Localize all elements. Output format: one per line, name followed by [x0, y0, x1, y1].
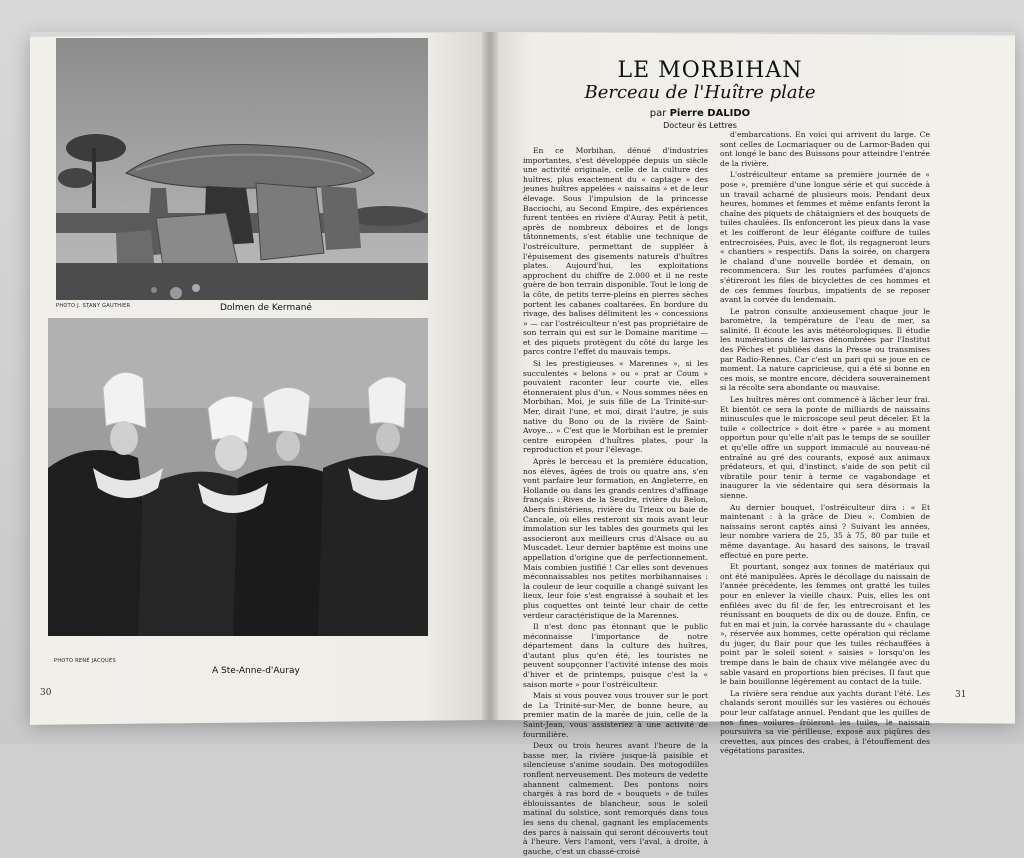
breton-women-illustration — [48, 318, 428, 636]
paragraph: Au dernier bouquet, l'ostréiculteur dira : « Et maintenant : à la grâce de Dieu ». Combien de naissains seront captés ainsi ? Suivant les années, leur nombre variera de 25, 35 à 75, 80 par tuile et même davantage. Au hasard des saisons, le travail effectué en pure perte. — [720, 502, 930, 560]
paragraph: Mais si vous pouvez vous trouver sur le port de La Trinité-sur-Mer, de bonne heure, au premier matin de la marée de juin, celle de la Saint-Jean, vous assisteriez à une activité de fourmilière. — [523, 691, 708, 739]
paragraph: Si les prestigieuses « Marennes », si les succulentes « belons » ou « prat ar Coum » pouvaient raconter leur courte vie, elles étonneraient plus d'un. « Nous sommes nées en Morbihan. Moi, je suis fille de La Trinité-sur-Mer, dirait l'une, et moi, dirait l'autre, je suis native du Bono ou de la rivière de Saint-Avoye... » C'est que le Morbihan est le premier centre européen d'huîtres plates, pour la reproduction et pour l'élevage. — [523, 359, 708, 455]
byline-prefix: par — [649, 108, 667, 119]
article-column-1 — [523, 146, 708, 858]
paragraph: Et pourtant, songez aux tonnes de matériaux qui ont été manipulées. Après le décollage du naissain de l'année précédente, les femmes ont gratté les tuiles pour en enlever la vieille chaux. Puis, elles les ont enfilées avec du fil de fer, les entrecroisant et les réunissant en bouquets de dix ou de douze. Enfin, ce fut en mai et juin, la corvée harassante du « chaulage », réservée aux hommes, cette opération qui réclame du juger, du flair pour que les tuiles réchauffées à point par le soleil soient « saisies » lorsqu'on les trempe dans le bain de chaux vive mélangée avec du sable vasard en proportions bien précises. Il faut que le bain bouillonne légèrement au contact de la tuile. — [720, 562, 930, 687]
dolmen-illustration — [56, 38, 428, 300]
photo2-caption: A Ste-Anne-d'Auray — [212, 666, 300, 676]
paragraph: L'ostréiculteur entame sa première journée de « pose », première d'une longue série et qui succède à un travail acharné de plusieurs mois. Pendant deux heures, hommes et femmes et même enfants feront la chaîne des piquets de châtaigniers et des bouquets de tuiles chaulées. Ils enfonceront les pieux dans la vase et les coifferont de leur élégante coiffure de tuiles entrecroisées. Puis, avec le flot, ils regagneront leurs « chantiers » respectifs. Dans la soirée, on chargera le chaland d'une nouvelle bordée et demain, on recommencera. Sur les routes parfumées d'ajoncs s'étireront les files de bicyclettes de ces hommes et de ces femmes fourbus, impatients de se reposer avant la corvée du lendemain. — [720, 170, 930, 305]
paragraph: Il n'est donc pas étonnant que le public méconnaisse l'importance de notre département dans la culture des huîtres, d'autant plus qu'en été, les touristes ne peuvent soupçonner l'activité intense des mois d'hiver et de printemps, puisque c'est la « saison morte » pour l'ostréiculteur. — [523, 622, 708, 689]
photo2-credit: PHOTO RENÉ JACQUES — [54, 658, 116, 664]
paragraph: Deux ou trois heures avant l'heure de la basse mer, la rivière jusque-là paisible et silencieuse s'anime soudain. Des motogodilles ronflent nerveusement. Des moteurs de vedette ahannent calmement. Des pontons noirs chargés à ras bord de « bouquets » de tuiles éblouissantes de blancheur, sous le soleil matinal du solstice, sont remorqués dans tous les sens du chenal, gagnant les emplacements des parcs à naissain qui seront découverts tout à l'heure. Vers l'amont, vers l'aval, à droite, à gauche, c'est un chassé-croisé — [523, 741, 708, 856]
paragraph: En ce Morbihan, dénué d'industries importantes, s'est développée depuis un siècle une activité originale, celle de la culture des huîtres, plus exactement du « captage » des jeunes huîtres appelées « naissains » et de leur élevage. Sous l'impulsion de la princesse Bacciochi, au Second Empire, des expériences furent tentées en rivière d'Auray. Petit à petit, après de nombreux déboires et de longs tâtonnements, s'est établie une technique de l'ostréiculture, permettant de suppléer à l'épuisement des gisements naturels d'huîtres plates. Aujourd'hui, les exploitations approchent du chiffre de 2.000 et il ne reste guère de bon terrain disponible. Tout le long de la côte, de petits terre-pleins en pierres sèches portent les cabanes coaltarées. En bordure du rivage, des balises délimitent les « concessions » — car l'ostréiculteur n'est pas propriétaire de son terrain qui est sur le Domaine maritime — et des piquets protègent du côté du large les parcs contre l'effet du mauvais temps. — [523, 146, 708, 357]
book-gutter — [482, 32, 498, 720]
photo1-caption: Dolmen de Kermané — [220, 303, 312, 313]
right-page-number: 31 — [955, 690, 967, 700]
article-subtitle: Berceau de l'Huître plate — [584, 82, 816, 103]
paragraph: Les huîtres mères ont commencé à lâcher leur frai. Et bientôt ce sera la ponte de milliards de naissains minuscules que le microscope seul peut déceler. Et la tuile « collectrice » doit être « parée » au moment opportun pour qu'elle n'ait pas le temps de se souiller et qu'elle offre un support immaculé au nouveau-né entraîné au gré des courants, exposé aux animaux prédateurs, et qui, d'instinct, s'aide de son petit cil vibratile pour tenir à terme ce vagabondage et inaugurer la vie sédentaire qui sera désormais la sienne. — [720, 395, 930, 500]
paragraph: Le patron consulte anxieusement chaque jour le baromètre, la température de l'eau de mer, sa salinité. Il écoute les avis météorologiques. Il étudie les numérations de larves dénombrées par l'Institut des Pêches et publiées dans la Presse ou transmises par Radio-Rennes. Car c'est un pari qui se joue en ce moment. La nature capricieuse, qui a été si bonne en ces mois, se montre encore, décidera souverainement si la récolte sera abondante ou mauvaise. — [720, 306, 930, 393]
paragraph: La rivière sera rendue aux yachts durant l'été. Les chalands seront mouillés sur les vasières ou échoués pour leur calfatage annuel. Pendant que les quilles de nos fines voilures frôleront les tuiles, le naissain poursuivra sa vie périlleuse, exposé aux piqûres des crevettes, aux pinces des crabes, à l'étouffement des végétations parasites. — [720, 688, 930, 756]
author-name: Pierre DALIDO — [669, 108, 751, 119]
paragraph: d'embarcations. En voici qui arrivent du large. Ce sont celles de Locmariaquer ou de Larmor-Baden qui ont longé le banc des Buissons pour atteindre l'entrée de la rivière. — [720, 130, 930, 168]
article-title: LE MORBIHAN — [617, 58, 803, 83]
paragraph: Après le berceau et la première éducation, nos élèves, âgées de trois ou quatre ans, s'en vont parfaire leur formation, en Angleterre, en Hollande ou dans les grands centres d'affinage français : Rives de la Seudre, rivière du Belon, Abers finistériens, rivière du Trieux ou baie de Cancale, où elles resteront six mois avant leur immolation sur les tables des gourmets qui les associeront aux meilleurs crus d'Alsace ou au Muscadet. Leur dernier baptême est moins une appellation d'origine que de perfectionnement. Mais combien justifié ! Car elles sont devenues méconnaissables nos petites morbihannaises : la couleur de leur coquille a changé suivant les lieux, leur foie s'est engraissé à souhait et les plus coquettes ont teinté leur chair de cette verdeur caractéristique de la Marennes. — [523, 457, 708, 620]
photo1-credit: PHOTO J. STANY GAUTHIER — [56, 303, 131, 309]
article-column-2 — [720, 130, 930, 758]
author-credential: Docteur ès Lettres — [663, 121, 737, 130]
left-page-number: 30 — [40, 688, 52, 698]
dolmen-photo — [56, 38, 428, 300]
article-byline — [620, 108, 780, 119]
breton-women-photo — [48, 318, 428, 636]
